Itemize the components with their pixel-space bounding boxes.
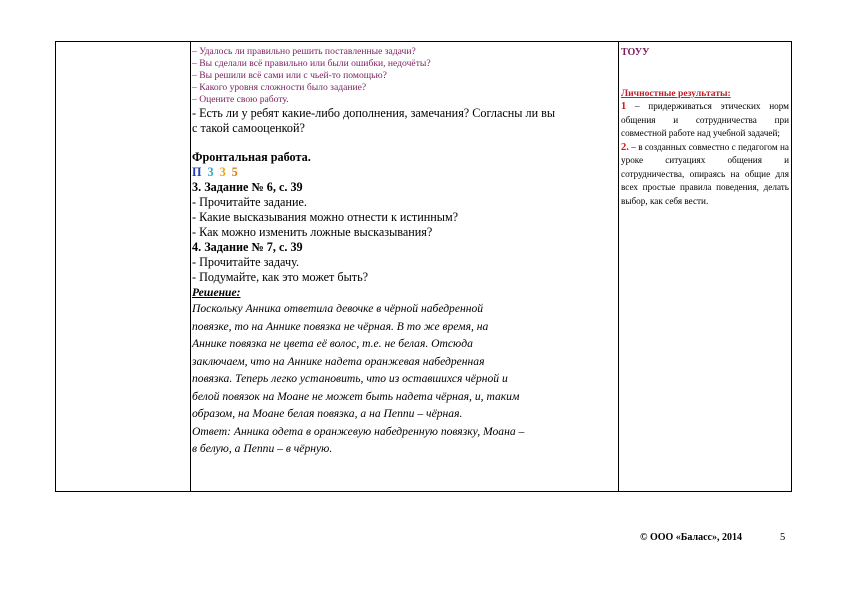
solution-line: Аннике повязка не цвета её волос, т.е. не белая. Отсюда bbox=[192, 337, 473, 350]
question-line: – Вы сделали всё правильно или были ошибки, недочёты? bbox=[192, 58, 431, 69]
task4-line: - Прочитайте задачу. bbox=[192, 255, 300, 269]
question-line: – Какого уровня сложности было задание? bbox=[192, 82, 367, 93]
learning-outcomes-column bbox=[621, 46, 789, 208]
outcome-number: 2. bbox=[621, 141, 629, 153]
personal-results-heading: Личностные результаты: bbox=[621, 88, 731, 99]
solution-label: Решение: bbox=[192, 286, 241, 299]
outcomes-heading: ТОУУ bbox=[621, 47, 650, 58]
outcome-number: 1 bbox=[621, 101, 627, 112]
outcome-item-2 bbox=[621, 141, 789, 209]
column-divider-right bbox=[618, 42, 619, 491]
question-line: – Оцените свою работу. bbox=[192, 94, 289, 105]
page-number: 5 bbox=[780, 532, 786, 543]
task4-title: 4. Задание № 7, с. 39 bbox=[192, 240, 303, 254]
discussion-line: - Есть ли у ребят какие-либо дополнения, замечания? Согласны ли вы bbox=[192, 106, 556, 120]
task3-line: - Как можно изменить ложные высказывания? bbox=[192, 225, 433, 239]
mark-5: 5 bbox=[231, 165, 238, 179]
mark-3: 3 bbox=[219, 165, 226, 179]
outcome-item-1 bbox=[621, 100, 789, 141]
solution-line: белой повязок на Моане не может быть надета чёрная, и, таким bbox=[192, 389, 520, 403]
solution-line: заключаем, что на Аннике надета оранжевая набедренная bbox=[192, 354, 485, 368]
discussion-line: с такой самооценкой? bbox=[192, 121, 305, 135]
task3-title: 3. Задание № 6, с. 39 bbox=[192, 180, 303, 194]
task3-line: - Прочитайте задание. bbox=[192, 195, 307, 209]
task4-line: - Подумайте, как это может быть? bbox=[192, 270, 369, 284]
copyright-footer: © ООО «Баласс», 2014 bbox=[640, 532, 742, 543]
answer-line: в белую, а Пеппи – в чёрную. bbox=[192, 442, 333, 455]
lesson-table bbox=[55, 41, 792, 492]
column-divider-left bbox=[190, 42, 191, 491]
solution-line: повязка. Теперь легко установить, что из оставшихся чёрной и bbox=[192, 372, 508, 385]
teacher-activity-column bbox=[192, 46, 617, 458]
solution-line: Поскольку Анника ответила девочке в чёрной набедренной bbox=[192, 302, 484, 315]
difficulty-marks bbox=[192, 165, 617, 180]
question-line: – Удалось ли правильно решить поставленные задачи? bbox=[192, 46, 416, 57]
outcome-text: – в созданных совместно с педагогом на уроке ситуациях общения и сотрудничества, опираясь на общие для всех простые правила поведения, делать выбор, как себя вести. bbox=[621, 141, 789, 206]
mark-p: П bbox=[192, 165, 202, 179]
task3-line: - Какие высказывания можно отнести к истинным? bbox=[192, 210, 459, 224]
outcome-text: – придерживаться этических норм общения и сотрудничества при совместной работе над учебной задачей; bbox=[621, 101, 789, 138]
solution-line: повязке, то на Аннике повязка не чёрная. В то же время, на bbox=[192, 319, 489, 333]
frontal-work-title: Фронтальная работа. bbox=[192, 150, 311, 164]
question-line: – Вы решили всё сами или с чьей-то помощью? bbox=[192, 70, 387, 81]
mark-3: 3 bbox=[207, 165, 214, 179]
solution-line: образом, на Моане белая повязка, а на Пеппи – чёрная. bbox=[192, 407, 463, 420]
answer-line: Ответ: Анника одета в оранжевую набедренную повязку, Моана – bbox=[192, 424, 525, 438]
